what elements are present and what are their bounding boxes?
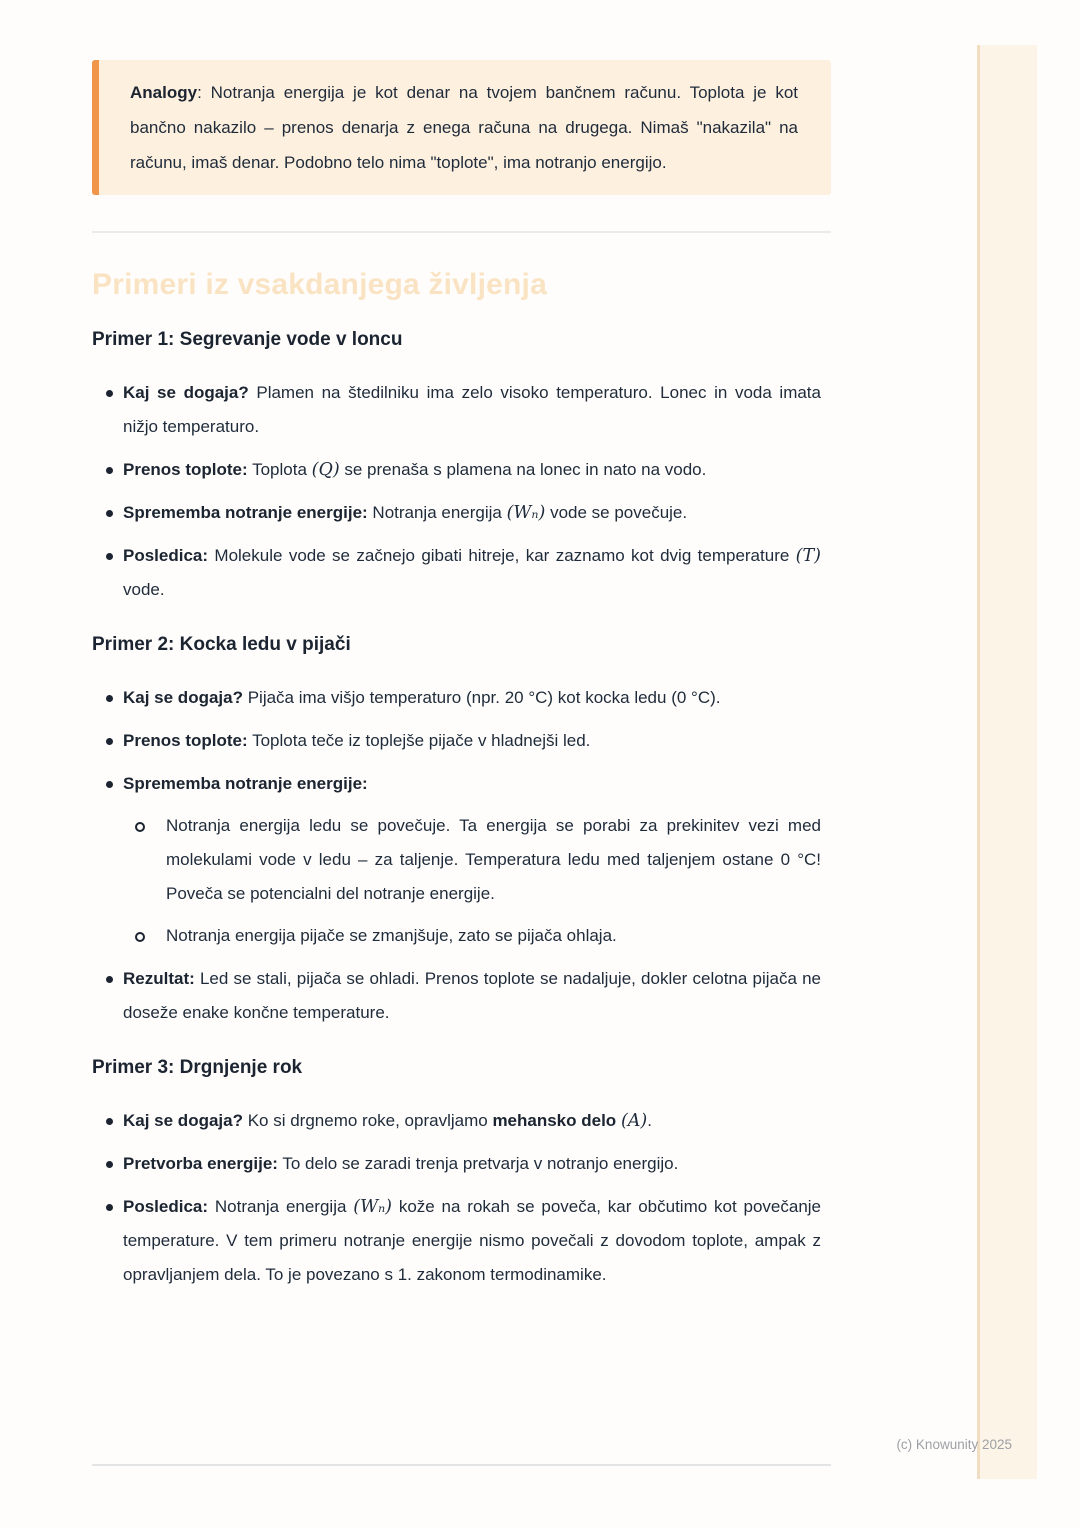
- item-lead: Prenos toplote:: [123, 460, 248, 479]
- item-text: kože na rokah se poveča, kar občutimo kot povečanje temperature. V tem primeru notranje energije nismo povečali z dovodom toplote, ampak z opravljanjem dela. To je povezano s 1. zakonom termodinamike.: [123, 1197, 822, 1284]
- item-lead: Sprememba notranje energije:: [123, 774, 368, 793]
- item-text: Notranja energija: [208, 1197, 354, 1216]
- item-text: Plamen na štedilniku ima zelo visoko temperaturo. Lonec in voda imata nižjo temperaturo.: [123, 383, 821, 436]
- item-text: Molekule vode se začnejo gibati hitreje, kar zaznamo kot dvig temperature: [208, 546, 796, 565]
- nested-list: [123, 809, 821, 953]
- list-item: [92, 1190, 821, 1292]
- math-symbol: (Wₙ): [353, 1197, 392, 1217]
- item-text: .: [647, 1111, 652, 1130]
- item-text: Toplota: [247, 460, 312, 479]
- list-item: [92, 962, 821, 1030]
- copyright-notice: (c) Knowunity 2025: [896, 1437, 1012, 1452]
- item-lead: Posledica:: [123, 546, 209, 565]
- item-text: Notranja energija pijače se zmanjšuje, zato se pijača ohlaja.: [166, 926, 617, 945]
- item-bold-text: mehansko delo: [492, 1111, 617, 1130]
- list-item: [92, 1147, 821, 1181]
- list-item: [92, 724, 821, 758]
- callout-text: [130, 75, 798, 180]
- math-symbol: (Q): [311, 460, 340, 480]
- item-text: Notranja energija ledu se povečuje. Ta energija se porabi za prekinitev vezi med molekulami vode v ledu – za taljenje. Temperatura ledu med taljenjem ostane 0 °C! Poveča se potencialni del notranje energije.: [166, 816, 821, 903]
- item-text: vode.: [123, 580, 165, 599]
- list-item: [92, 1104, 821, 1138]
- item-lead: Prenos toplote:: [123, 731, 248, 750]
- item-lead: Kaj se dogaja?: [123, 1111, 243, 1130]
- section-divider-top: [92, 231, 831, 233]
- item-lead: Kaj se dogaja?: [123, 383, 249, 402]
- item-text: se prenaša s plamena na lonec in nato na vodo.: [339, 460, 707, 479]
- list-item: [92, 767, 821, 953]
- item-lead: Pretvorba energije:: [123, 1154, 278, 1173]
- item-lead: Kaj se dogaja?: [123, 688, 243, 707]
- item-text: vode se povečuje.: [545, 503, 688, 522]
- nested-list-item: [123, 809, 821, 911]
- item-lead: Sprememba notranje energije:: [123, 503, 368, 522]
- example-3-title: Primer 3: Drgnjenje rok: [92, 1057, 303, 1078]
- item-text: To delo se zaradi trenja pretvarja v notranjo energijo.: [277, 1154, 679, 1173]
- list-item: [92, 453, 821, 487]
- section-divider-bottom: [92, 1464, 831, 1466]
- callout-body: : Notranja energija je kot denar na tvojem bančnem računu. Toplota je kot bančno nakazilo – prenos denarja z enega računa na drugega. Nimaš "nakazila" na računu, imaš denar. Podobno telo nima "toplote", ima notranjo energijo.: [130, 83, 798, 172]
- math-symbol: (Wₙ): [506, 503, 546, 523]
- item-text: Ko si drgnemo roke, opravljamo: [242, 1111, 493, 1130]
- callout-lead: Analogy: [130, 83, 198, 102]
- example-2-title: Primer 2: Kocka ledu v pijači: [92, 634, 351, 655]
- page-title: Primeri iz vsakdanjega življenja: [92, 268, 547, 301]
- list-item: [92, 681, 821, 715]
- list-item: [92, 496, 821, 530]
- item-text: Led se stali, pijača se ohladi. Prenos toplote se nadaljuje, dokler celotna pijača ne doseže enake končne temperature.: [123, 969, 821, 1022]
- next-page-edge: [977, 45, 1037, 1479]
- nested-list-item: [123, 919, 821, 953]
- item-text: Notranja energija: [367, 503, 507, 522]
- item-text: Pijača ima višjo temperaturo (npr. 20 °C) kot kocka ledu (0 °C).: [242, 688, 721, 707]
- math-symbol: (A): [620, 1111, 648, 1131]
- page-content: [92, 0, 831, 1292]
- math-symbol: (T): [795, 546, 821, 566]
- item-lead: Rezultat:: [123, 969, 195, 988]
- list-item: [92, 539, 821, 607]
- example-3-list: [92, 1104, 831, 1292]
- item-lead: Posledica:: [123, 1197, 209, 1216]
- example-1-list: [92, 376, 831, 607]
- example-2-list: [92, 681, 831, 1030]
- analogy-callout: [92, 60, 831, 195]
- list-item: [92, 376, 821, 444]
- example-1-title: Primer 1: Segrevanje vode v loncu: [92, 329, 403, 350]
- item-text: Toplota teče iz toplejše pijače v hladnejši led.: [247, 731, 591, 750]
